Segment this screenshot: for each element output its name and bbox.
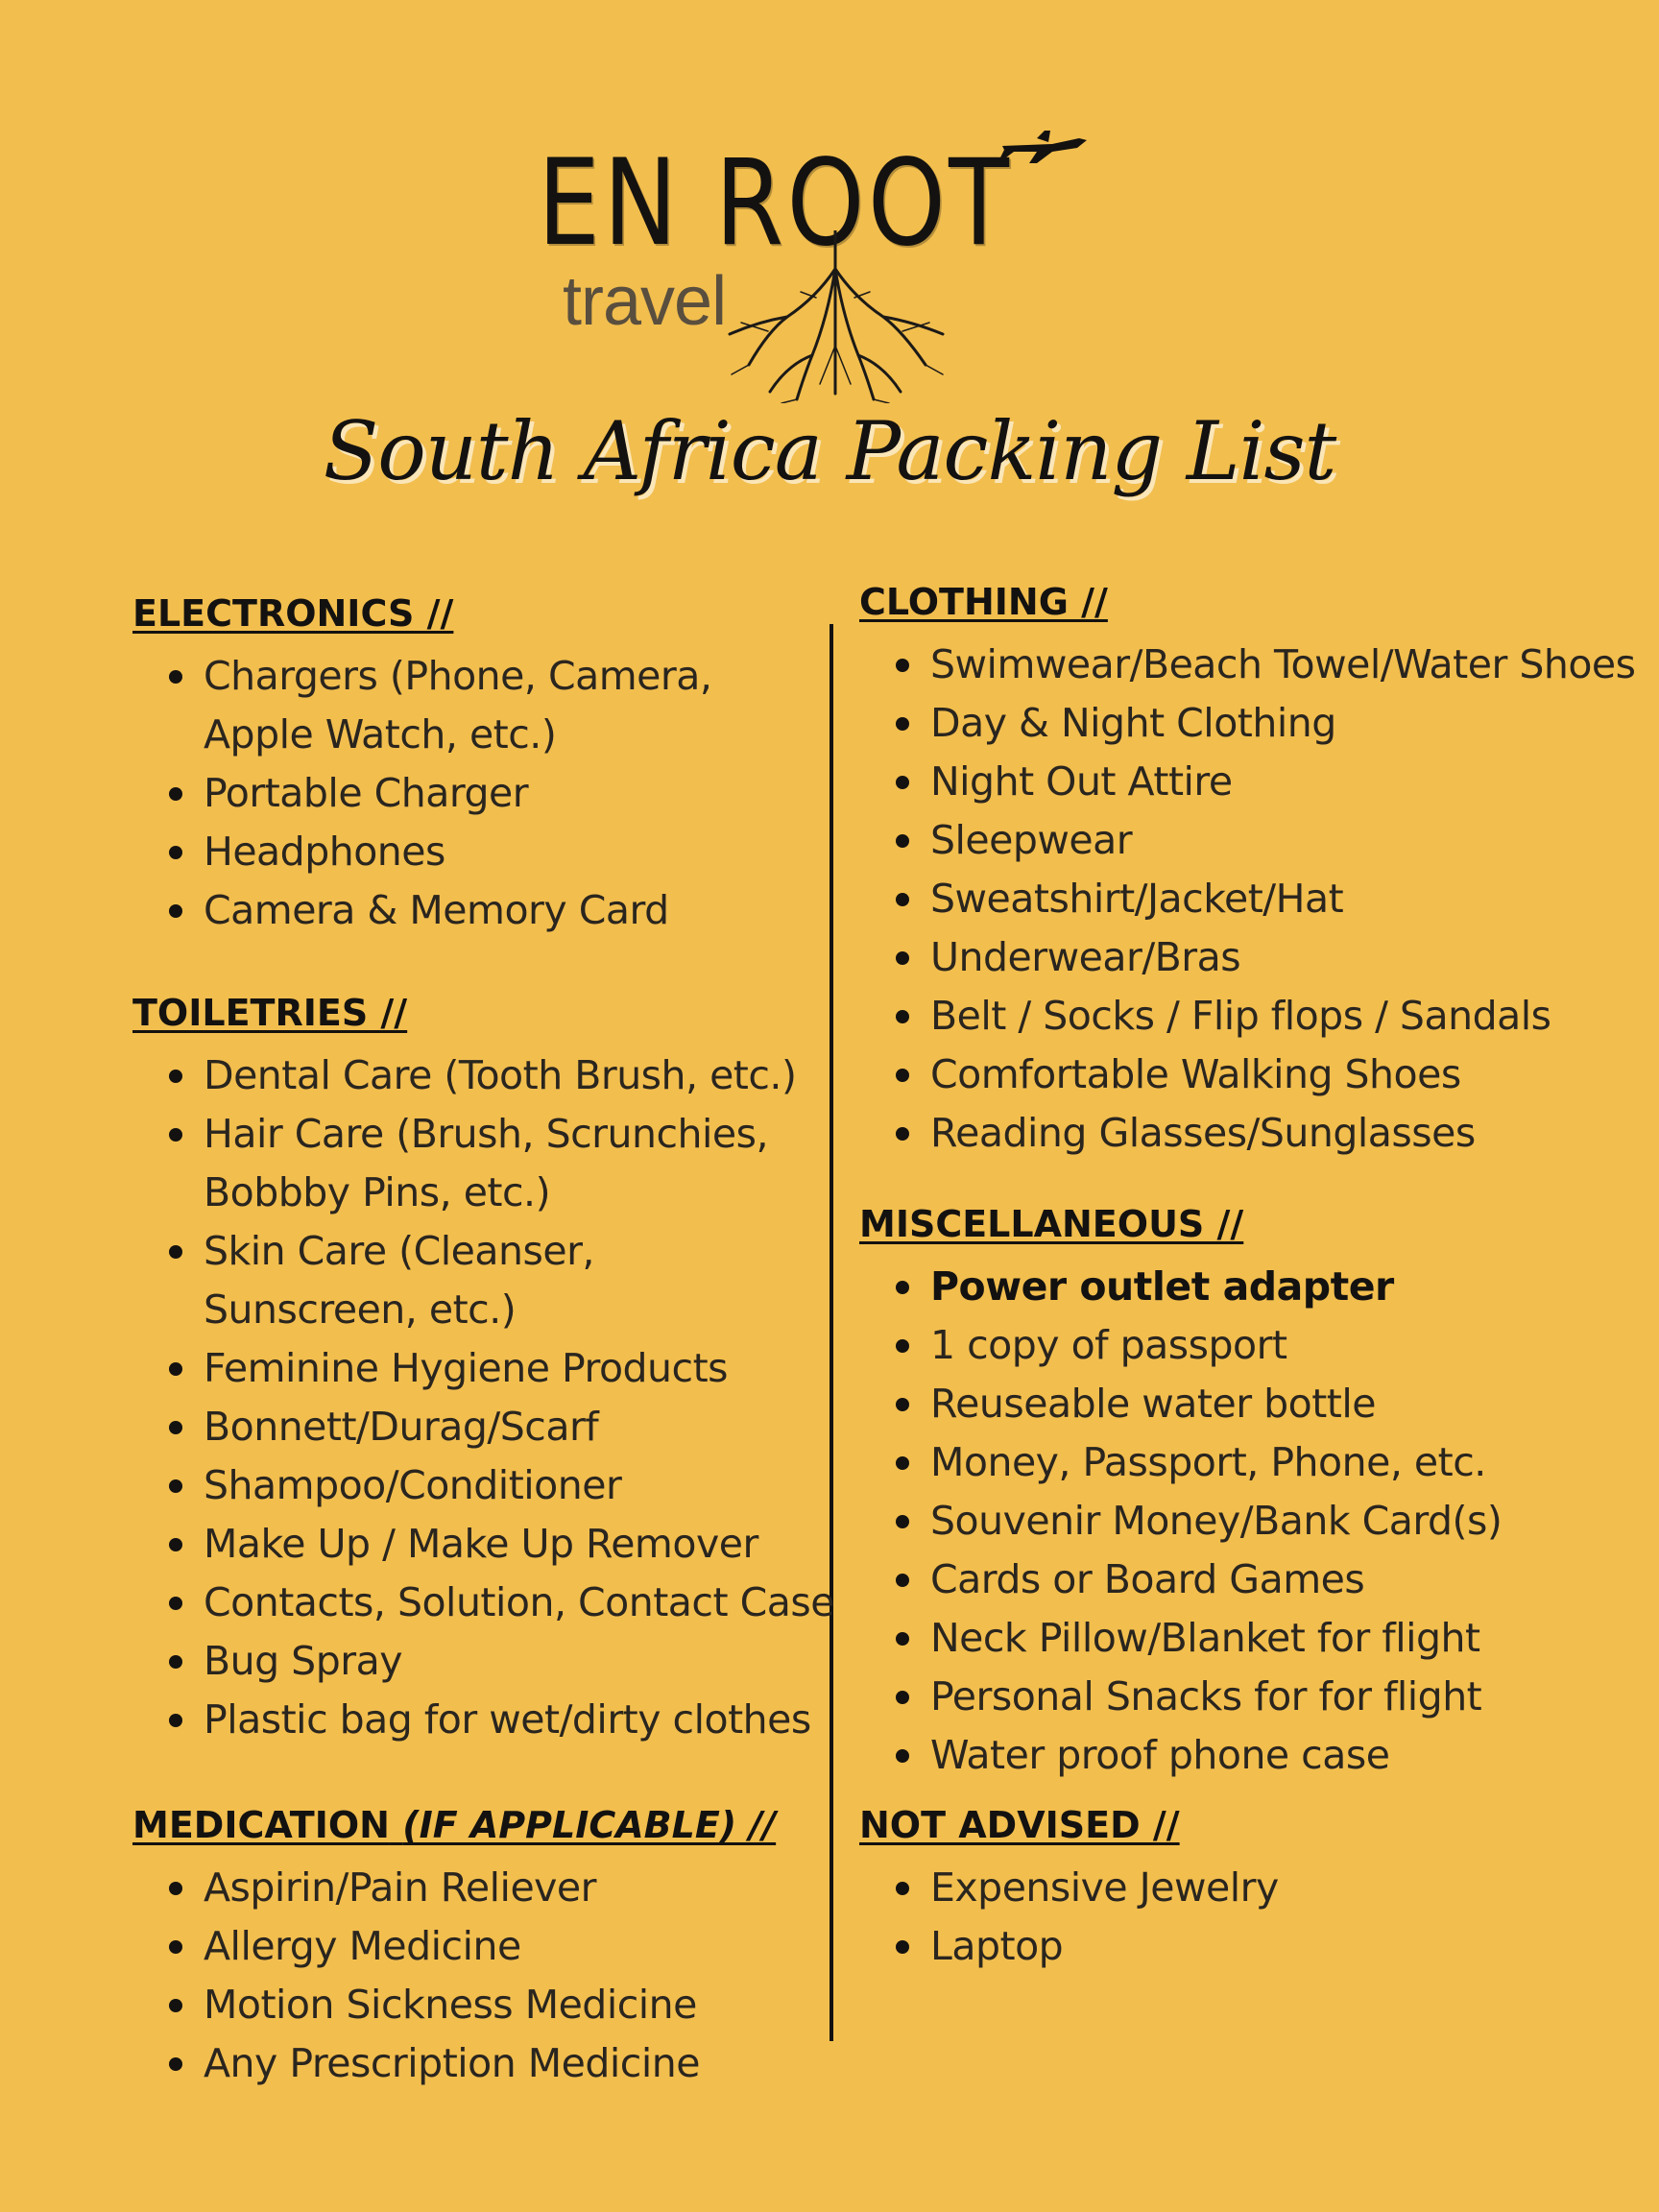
medication-list: [132, 1859, 776, 2093]
list-item-text: Sleepwear: [930, 817, 1133, 863]
list-item-text: 1 copy of passport: [930, 1322, 1287, 1368]
bullet-icon: [896, 717, 909, 731]
list-item: [169, 1574, 834, 1632]
tree-roots-icon: [720, 230, 950, 403]
list-item-text: Skin Care (Cleanser,: [204, 1228, 594, 1274]
list-item: [169, 647, 711, 764]
bullet-icon: [896, 834, 909, 848]
list-item: [896, 1726, 1502, 1785]
list-item: [169, 1456, 834, 1515]
list-item: [896, 987, 1636, 1046]
list-item: [169, 1339, 834, 1398]
section-heading: MEDICATION (IF APPLICABLE) //: [132, 1804, 777, 1846]
section-toiletries: [132, 989, 834, 1749]
en-root-travel-logo: [538, 125, 1114, 403]
list-item-text: Belt / Socks / Flip flops / Sandals: [930, 993, 1551, 1039]
not-advised-list: [859, 1859, 1279, 1976]
list-item-text: Aspirin/Pain Reliever: [204, 1864, 597, 1911]
list-item: [169, 1917, 776, 1976]
section-heading: NOT ADVISED //: [859, 1804, 1180, 1846]
section-medication: [132, 1801, 776, 2093]
bullet-icon: [896, 1398, 909, 1411]
list-item: [896, 1104, 1636, 1163]
list-item-text: Money, Passport, Phone, etc.: [930, 1439, 1486, 1485]
list-item: [896, 1551, 1502, 1609]
section-heading: CLOTHING //: [859, 581, 1108, 623]
list-item: [896, 1492, 1502, 1551]
section-not-advised: [859, 1801, 1279, 1976]
bullet-icon: [896, 1515, 909, 1528]
list-item: [169, 1859, 776, 1917]
bullet-icon: [896, 1940, 909, 1954]
list-item-text: Bonnett/Durag/Scarf: [204, 1404, 599, 1450]
list-item: [896, 753, 1636, 811]
list-item: [896, 928, 1636, 987]
logo-subtitle: travel: [563, 263, 727, 340]
bullet-icon: [896, 1127, 909, 1141]
list-item: [169, 2034, 776, 2093]
list-item: [896, 870, 1636, 928]
list-item-text: Plastic bag for wet/dirty clothes: [204, 1696, 811, 1743]
bullet-icon: [169, 1597, 182, 1610]
list-item: [169, 1222, 834, 1339]
list-item: [169, 1105, 834, 1222]
list-item-text: Cards or Board Games: [930, 1556, 1365, 1602]
bullet-icon: [896, 1749, 909, 1763]
list-item-text: Personal Snacks for for flight: [930, 1673, 1482, 1719]
list-item-text: Water proof phone case: [930, 1732, 1390, 1778]
list-item-text: Neck Pillow/Blanket for flight: [930, 1615, 1480, 1661]
list-item: [169, 1046, 834, 1105]
list-item: [896, 1859, 1279, 1917]
bullet-icon: [169, 1479, 182, 1493]
bullet-icon: [169, 1882, 182, 1895]
list-item: [896, 1316, 1502, 1375]
bullet-icon: [896, 776, 909, 789]
bullet-icon: [169, 846, 182, 859]
logo-title: EN ROOT: [538, 134, 1013, 273]
list-item: [169, 1515, 834, 1574]
list-item: [169, 1976, 776, 2034]
list-item-text: Laptop: [930, 1923, 1064, 1969]
bullet-icon: [169, 1999, 182, 2012]
list-item-text: Bug Spray: [204, 1638, 402, 1684]
section-heading: ELECTRONICS //: [132, 592, 454, 635]
list-item-text: Shampoo/Conditioner: [204, 1462, 622, 1508]
list-item-text: Sunscreen, etc.): [204, 1286, 517, 1333]
list-item-text: Reading Glasses/Sunglasses: [930, 1110, 1476, 1156]
section-clothing: [859, 578, 1636, 1163]
section-heading: TOILETRIES //: [132, 992, 408, 1034]
bullet-icon: [169, 1128, 182, 1142]
bullet-icon: [896, 1456, 909, 1470]
toiletries-list: [132, 1046, 834, 1749]
bullet-icon: [169, 1245, 182, 1259]
bullet-icon: [169, 670, 182, 684]
list-item-text: Underwear/Bras: [930, 934, 1241, 980]
list-item-text: Power outlet adapter: [930, 1263, 1394, 1310]
miscellaneous-list: [859, 1258, 1502, 1785]
list-item: [169, 1691, 834, 1749]
list-item-text: Comfortable Walking Shoes: [930, 1051, 1461, 1097]
list-item-text: Feminine Hygiene Products: [204, 1345, 729, 1391]
list-item-text: Night Out Attire: [930, 758, 1233, 805]
list-item: [169, 823, 711, 881]
page-title: South Africa Packing List: [323, 404, 1336, 498]
list-item-text: Contacts, Solution, Contact Case: [204, 1579, 834, 1625]
bullet-icon: [169, 1538, 182, 1551]
bullet-icon: [169, 1714, 182, 1727]
list-item: [896, 694, 1636, 753]
list-item: [896, 1433, 1502, 1492]
bullet-icon: [896, 1632, 909, 1646]
bullet-icon: [169, 1362, 182, 1376]
bullet-icon: [896, 893, 909, 906]
section-heading: MISCELLANEOUS //: [859, 1203, 1244, 1245]
list-item-text: Reuseable water bottle: [930, 1381, 1376, 1427]
bullet-icon: [169, 1655, 182, 1669]
list-item: [896, 1609, 1502, 1668]
list-item: [896, 811, 1636, 870]
list-item-text: Swimwear/Beach Towel/Water Shoes: [930, 641, 1636, 687]
list-item: [896, 1917, 1279, 1976]
clothing-list: [859, 636, 1636, 1163]
bullet-icon: [896, 1691, 909, 1704]
bullet-icon: [896, 659, 909, 672]
bullet-icon: [896, 1339, 909, 1353]
list-item: [896, 1046, 1636, 1104]
electronics-list: [132, 647, 711, 940]
list-item: [896, 1375, 1502, 1433]
bullet-icon: [896, 1882, 909, 1895]
list-item-text: Expensive Jewelry: [930, 1864, 1279, 1911]
list-item-text: Any Prescription Medicine: [204, 2040, 700, 2086]
list-item-text: Make Up / Make Up Remover: [204, 1521, 758, 1567]
bullet-icon: [169, 904, 182, 918]
bullet-icon: [169, 1421, 182, 1434]
list-item-text: Apple Watch, etc.): [204, 711, 557, 757]
list-item-text: Chargers (Phone, Camera,: [204, 653, 712, 699]
list-item-text: Portable Charger: [204, 770, 529, 816]
list-item-text: Souvenir Money/Bank Card(s): [930, 1498, 1503, 1544]
bullet-icon: [896, 1069, 909, 1082]
list-item: [169, 1632, 834, 1691]
list-item-text: Day & Night Clothing: [930, 700, 1336, 746]
list-item-text: Hair Care (Brush, Scrunchies,: [204, 1111, 769, 1157]
bullet-icon: [169, 787, 182, 801]
bullet-icon: [169, 1940, 182, 1954]
section-miscellaneous: [859, 1200, 1502, 1785]
list-item-text: Headphones: [204, 829, 445, 875]
list-item: [896, 636, 1636, 694]
bullet-icon: [896, 1281, 909, 1294]
bullet-icon: [896, 951, 909, 965]
bullet-icon: [169, 2057, 182, 2071]
bullet-icon: [169, 1070, 182, 1083]
bullet-icon: [896, 1574, 909, 1587]
list-item: [169, 1398, 834, 1456]
list-item-text: Dental Care (Tooth Brush, etc.): [204, 1052, 797, 1098]
bullet-icon: [896, 1010, 909, 1023]
list-item-text: Sweatshirt/Jacket/Hat: [930, 876, 1344, 922]
list-item-text: Camera & Memory Card: [204, 887, 669, 933]
list-item-text: Motion Sickness Medicine: [204, 1982, 697, 2028]
list-item: [169, 764, 711, 823]
list-item: [169, 881, 711, 940]
list-item-text: Bobbby Pins, etc.): [204, 1169, 551, 1215]
list-item-text: Allergy Medicine: [204, 1923, 521, 1969]
list-item: [896, 1258, 1502, 1316]
section-electronics: [132, 589, 711, 940]
list-item: [896, 1668, 1502, 1726]
